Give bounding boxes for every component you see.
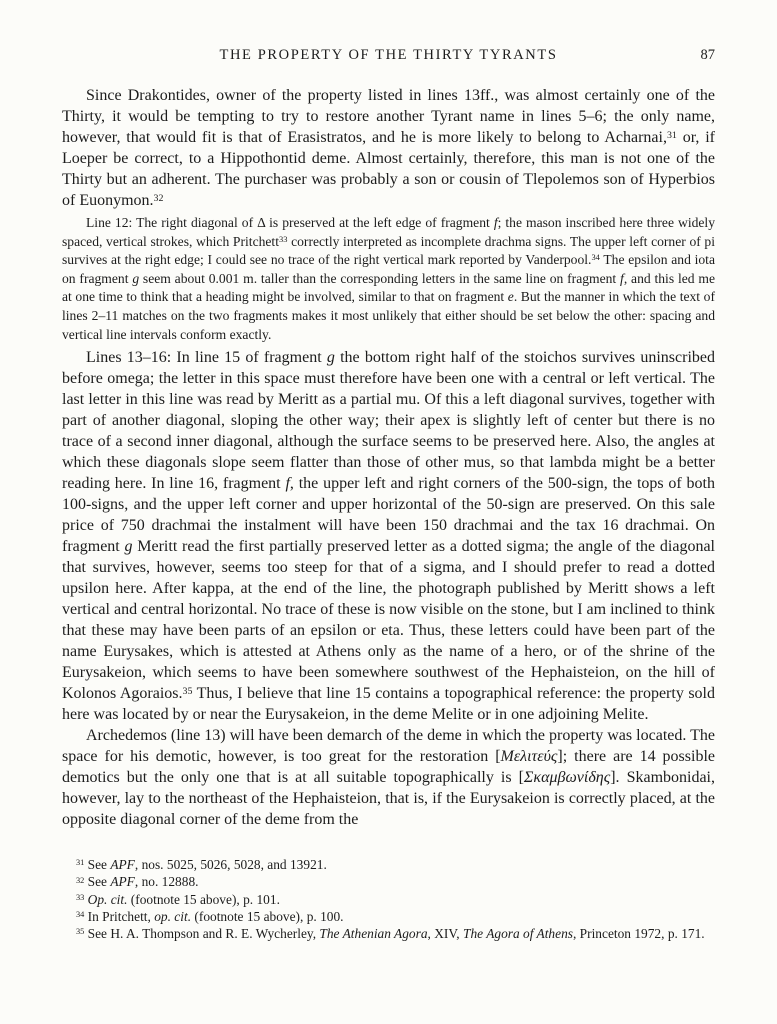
paragraph-intro: Since Drakontides, owner of the property listed in lines 13ff., was almost certainly one of the Thirty, it would be tempting to try to restore another Tyrant name in lines 5–6; the only name, however, that would fit is that of Erasistratos, and he is more likely to belong to Acharnai,$^{31}$ or, if Loeper be correct, to a Hippothontid deme. Almost certainly, therefore, this man is not one of the Thirty but an adherent. The purchaser was probably a son or cousin of Tlepolemos son of Hyperbios of Euonymon.$^{32}$ xyxy=(62,87,715,209)
paragraph-lines-13-16: Lines 13–16: In line 15 of fragment g the bottom right half of the stoichos survives uninscribed before omega; the letter in this space must therefore have been one with a central or left vertical. The last letter in this line was read by Meritt as a partial mu. Of this a left diagonal survives, together with part of another diagonal, sloping the other way; their apex is slightly left of center but there is no trace of a second inner diagonal, although the surface seems to be preserved here. Also, the angles at which these diagonals slope seem flatter than those of other mus, so that lambda might be a better reading here. In line 16, fragment f, the upper left and right corners of the 500-sign, the tops of both 100-signs, and the upper left corner and upper horizontal of the 50-sign are preserved. On this sale price of 750 drachmai the instalment will have been 150 drachmai and the tax 16 drachmai. On fragment g Meritt read the first partially preserved letter as a dotted sigma; the angle of the diagonal that survives, however, seems too steep for that of a sigma, and I should prefer to read a dotted upsilon here. After kappa, at the end of the line, the photograph published by Meritt shows a left vertical and central horizontal. No trace of these is now visible on the stone, but I am inclined to think that these may have been parts of an epsilon or eta. Thus, these letters could have been part of the name Eurysakes, which is attested at Athens only as the name of a hero, or of the shrine of the Eurysakeion, which seems to have been somewhere southwest of the Hephaisteion, on the hill of Kolonos Agoraios.$^{35}$ Thus, I believe that line 15 contains a topographical reference: the property sold here was located by or near the Eurysakeion, in the deme Melite or in one adjoining Melite. xyxy=(62,349,716,724)
paragraph-line-12-note: Line 12: The right diagonal of Δ is preserved at the left edge of fragment f; the mason inscribed here three widely spaced, vertical strokes, which Pritchett$^{33}$ correctly interpreted as incomplete drachma signs. The upper left corner of pi survives at the right edge; I could see no trace of the right vertical mark reported by Vanderpool.$^{34}$ The epsilon and iota on fragment g seem about 0.001 m. taller than the corresponding letters in the same line on fragment f, and this led me at one time to think that a heading might be involved, similar to that on fragment e. But the manner in which the text of lines 2–11 matches on the two fragments makes it most unlikely that either should be set below the other: spacing and vertical line intervals conform exactly. xyxy=(62,215,716,342)
footnote-31: $^{31}$ See APF, nos. 5025, 5026, 5028, and 13921. xyxy=(76,857,327,873)
page-number: 87 xyxy=(700,47,715,63)
footnote-34: $^{34}$ In Pritchett, op. cit. (footnote 15 above), p. 100. xyxy=(76,908,344,924)
page-header xyxy=(62,46,715,64)
footnotes-section xyxy=(62,856,715,942)
paragraph-archedemos: Archedemos (line 13) will have been demarch of the deme in which the property was located. The space for his demotic, however, is too great for the restoration [Μελιτεύς]; there are 14 possible demotics but the only one that is at all suitable topographically is [Σκαμβωνίδης]. Skambonidai, however, lay to the northeast of the Hephaisteion, that is, if the Eurysakeion is correctly placed, at the opposite diagonal corner of the deme from the xyxy=(62,727,716,829)
footnote-32: $^{32}$ See APF, no. 12888. xyxy=(76,874,199,890)
footnote-35: $^{35}$ See H. A. Thompson and R. E. Wycherley, The Athenian Agora, XIV, The Agora of Athens, Princeton 1972, p. 171. xyxy=(76,925,705,941)
footnote-33: $^{33}$ Op. cit. (footnote 15 above), p. 101. xyxy=(76,891,280,907)
running-title: THE PROPERTY OF THE THIRTY TYRANTS xyxy=(219,47,558,63)
